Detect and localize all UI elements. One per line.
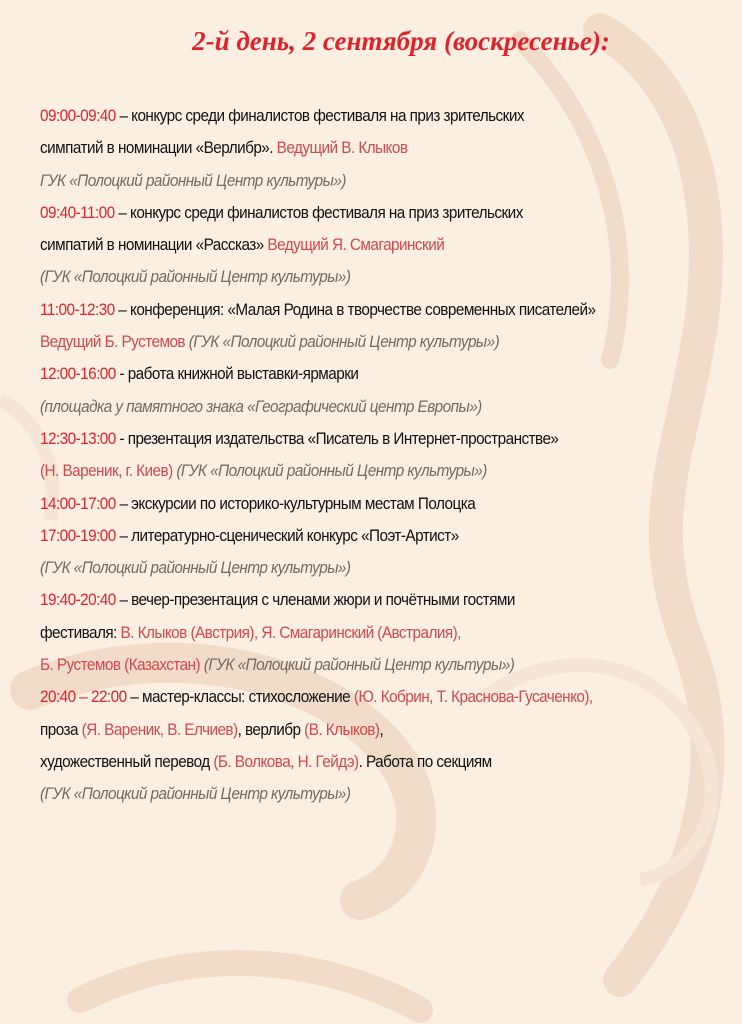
host-text: Ведущий Б. Рустемов xyxy=(40,332,189,352)
schedule-line xyxy=(40,326,652,358)
host-text: Б. Рустемов (Казахстан) xyxy=(40,655,204,675)
schedule-line xyxy=(40,165,652,197)
host-text: (Б. Волкова, Н. Гейдэ) xyxy=(213,751,359,771)
venue-text: (ГУК «Полоцкий районный Центр культуры») xyxy=(40,558,351,578)
venue-text: (ГУК «Полоцкий районный Центр культуры») xyxy=(203,655,515,675)
host-text: Ведущий В. Клыков xyxy=(276,138,408,158)
event-text: проза xyxy=(40,719,82,739)
venue-text: (ГУК «Полоцкий районный Центр культуры») xyxy=(188,332,500,352)
schedule-line xyxy=(40,746,652,778)
time-label: 14:00-17:00 xyxy=(40,493,116,513)
event-text: фестиваля: xyxy=(40,622,121,642)
schedule-line xyxy=(40,488,652,520)
schedule-line xyxy=(40,520,652,552)
time-label: 12:00-16:00 xyxy=(40,364,116,384)
event-text: – конкурс среди финалистов фестиваля на приз зрительских xyxy=(115,106,524,125)
host-text: (Н. Вареник, г. Киев) xyxy=(40,461,177,481)
schedule-line xyxy=(40,423,652,455)
host-text: (В. Клыков) xyxy=(304,719,380,739)
schedule-line xyxy=(40,100,652,132)
event-text: – экскурсии по историко-культурным местам Полоцка xyxy=(115,493,476,513)
host-text: Ведущий Я. Смагаринский xyxy=(267,235,445,255)
schedule-line xyxy=(40,197,652,229)
event-text: - презентация издательства «Писатель в Интернет-пространстве» xyxy=(115,428,559,448)
event-text: – вечер-презентация с членами жюри и почётными гостями xyxy=(115,590,515,610)
host-text: (Ю. Кобрин, Т. Краснова-Гусаченко), xyxy=(353,687,593,707)
schedule xyxy=(40,100,652,811)
schedule-line xyxy=(40,229,652,261)
event-text: , верлибр xyxy=(237,719,305,739)
schedule-line xyxy=(40,391,652,423)
venue-text: (площадка у памятного знака «Географический центр Европы») xyxy=(40,396,482,416)
event-text: – конкурс среди финалистов фестиваля на приз зрительских xyxy=(114,202,523,222)
venue-text: (ГУК «Полоцкий районный Центр культуры») xyxy=(176,461,487,481)
schedule-line xyxy=(40,455,652,487)
venue-text: (ГУК «Полоцкий районный Центр культуры») xyxy=(40,267,351,287)
venue-text: ГУК «Полоцкий районный Центр культуры») xyxy=(40,170,346,190)
event-text: , xyxy=(379,719,384,739)
time-label: 17:00-19:00 xyxy=(40,525,116,545)
host-text: (Я. Вареник, В. Елчиев) xyxy=(81,719,238,739)
event-text: – мастер-классы: стихосложение xyxy=(126,687,354,707)
time-label: 09:00-09:40 xyxy=(40,106,116,125)
venue-text: (ГУК «Полоцкий районный Центр культуры») xyxy=(40,784,351,804)
schedule-line xyxy=(40,584,652,616)
event-text: художественный перевод xyxy=(40,751,214,771)
time-label: 12:30-13:00 xyxy=(40,428,116,448)
event-text: . Работа по секциям xyxy=(358,751,492,771)
time-label: 19:40-20:40 xyxy=(40,590,116,610)
host-text: В. Клыков (Австрия), Я. Смагаринский (Австралия), xyxy=(120,622,461,642)
schedule-line xyxy=(40,552,652,584)
page-title: 2-й день, 2 сентября (воскресенье): xyxy=(192,26,610,56)
schedule-line xyxy=(40,778,652,810)
schedule-line xyxy=(40,132,652,164)
schedule-line xyxy=(40,681,652,713)
schedule-line xyxy=(40,714,652,746)
schedule-line xyxy=(40,617,652,649)
event-text: – конференция: «Малая Родина в творчестве современных писателей» xyxy=(114,299,596,319)
event-text: симпатий в номинации «Верлибр». xyxy=(40,138,277,158)
schedule-line xyxy=(40,649,652,681)
time-label: 20:40 – 22:00 xyxy=(40,687,127,707)
schedule-line xyxy=(40,261,652,293)
event-text: - работа книжной выставки-ярмарки xyxy=(115,364,359,384)
schedule-line xyxy=(40,294,652,326)
event-text: – литературно-сценический конкурс «Поэт-Артист» xyxy=(115,525,459,545)
time-label: 11:00-12:30 xyxy=(40,299,115,319)
time-label: 09:40-11:00 xyxy=(40,202,115,222)
event-text: симпатий в номинации «Рассказ» xyxy=(40,235,268,255)
schedule-line xyxy=(40,358,652,390)
